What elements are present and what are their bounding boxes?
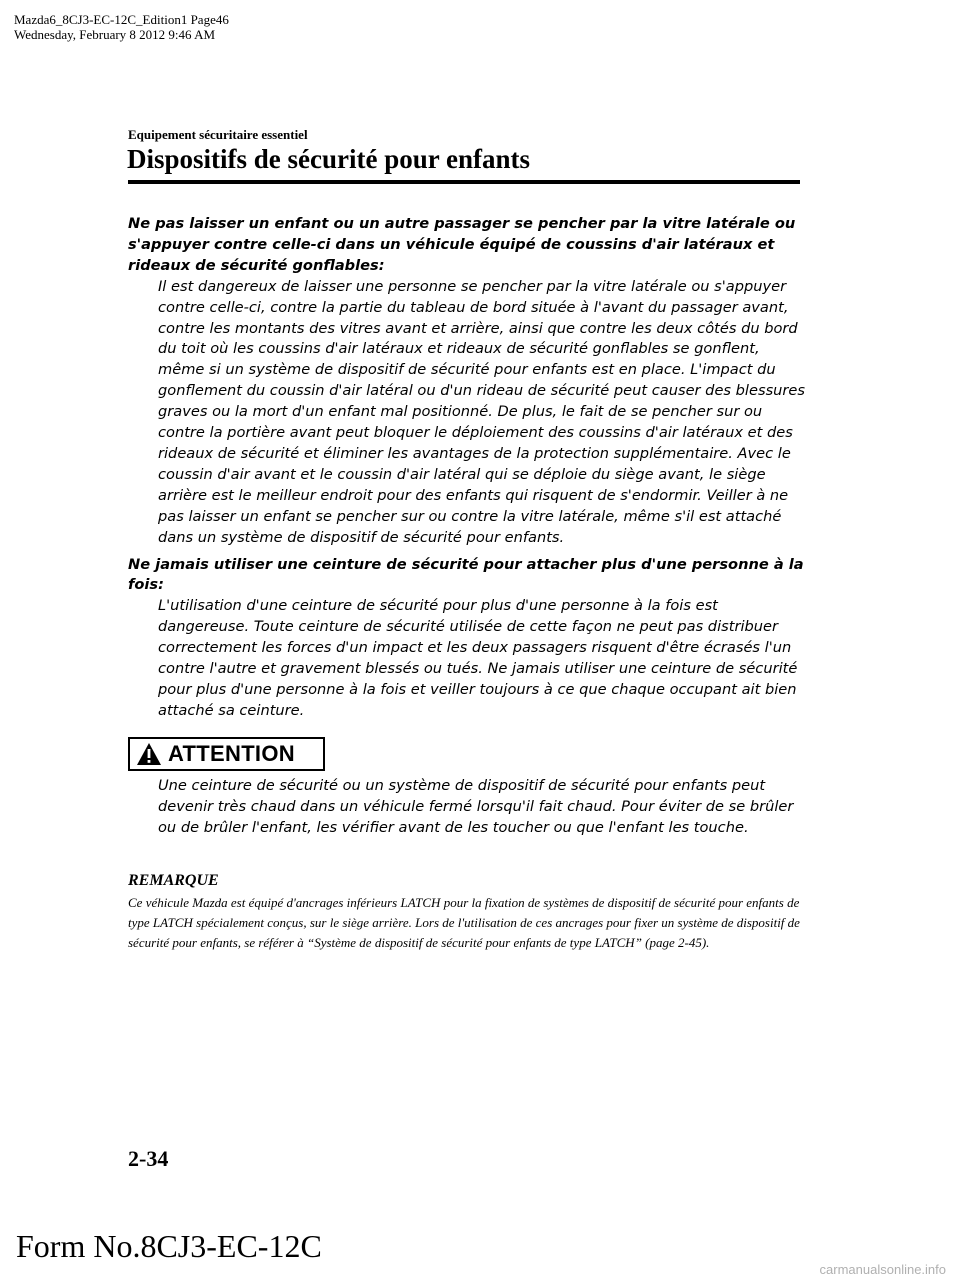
note-text: Ce véhicule Mazda est équipé d'ancrages inférieurs LATCH pour la fixation de systèmes de dispositif de sécurité pour enfants de type LATCH spécialement conçus, sur le siège arrière. Lors de l'utilisation de ces ancrages pour fixer un système de dispositif de sécurité pour enfants, se référer à “Système de dispositif de sécurité pour enfants de type LATCH” (page 2-45).	[128, 895, 800, 950]
attention-text: Une ceinture de sécurité ou un système de dispositif de sécurité pour enfants peut devenir très chaud dans un véhicule fermé lorsqu'il fait chaud. Pour éviter de se brûler ou de brûler l'enfant, les vérifier avant de les toucher ou que l'enfant les touche.	[158, 777, 794, 836]
warning-item	[128, 214, 808, 549]
page-number: 2-34	[128, 1146, 169, 1171]
warning-triangle-icon	[136, 742, 162, 766]
warning-text: L'utilisation d'une ceinture de sécurité pour plus d'une personne à la fois est dangereuse. Toute ceinture de sécurité utilisée de cette façon ne peut pas distribuer correctement les forces d'un impact et les deux passagers risquent d'être écrasés l'un contre l'autre et gravement blessés ou tués. Ne jamais utiliser une ceinture de sécurité pour plus d'une personne à la fois et veiller toujours à ce que chaque occupant ait bien attaché sa ceinture.	[158, 597, 798, 719]
warning-text: Il est dangereux de laisser une personne se pencher par la vitre latérale ou s'appuyer contre celle-ci, contre la partie du tableau de bord située à l'avant du passager avant, contre les montants des vitres avant et arrière, ainsi que contre les deux côtés du bord du toit où les coussins d'air latéraux et rideaux de sécurité gonflables se gonflent, même si un système de dispositif de sécurité pour enfants est en place. L'impact du gonflement du coussin d'air latéral ou d'un rideau de sécurité peut causer des blessures graves ou la mort d'un enfant mal positionné. De plus, le fait de se pencher sur ou contre la portière avant peut bloquer le déploiement des coussins d'air latéraux et des rideaux de sécurité et éliminer les avantages de la protection supplémentaire. Avec le coussin d'air avant et le coussin d'air latéral qui se déploie du siège avant, le siège arrière est le meilleur endroit pour des enfants qui risquent de s'endormir. Veiller à ne pas laisser un enfant se pencher sur ou contre la vitre latérale, même s'il est attaché dans un système de dispositif de sécurité pour enfants.	[158, 277, 805, 546]
section-label: Equipement sécuritaire essentiel	[128, 127, 308, 142]
attention-label: ATTENTION	[168, 741, 295, 766]
attention-box	[128, 737, 325, 771]
print-header-date: Wednesday, February 8 2012 9:46 AM	[14, 27, 216, 42]
form-number: Form No.8CJ3-EC-12C	[16, 1228, 322, 1264]
warning-heading: Ne pas laisser un enfant ou un autre passager se pencher par la vitre latérale ou s'appuyer contre celle-ci dans un véhicule équipé de coussins d'air latéraux et rideaux de sécurité gonflables:	[128, 215, 796, 274]
warning-item	[128, 555, 808, 722]
watermark: carmanualsonline.info	[819, 1262, 946, 1277]
warning-section	[128, 214, 808, 728]
title-rule	[128, 180, 800, 184]
note-heading: REMARQUE	[128, 872, 219, 889]
warning-heading: Ne jamais utiliser une ceinture de sécurité pour attacher plus d'une personne à la fois:	[128, 555, 804, 594]
print-header	[14, 12, 229, 42]
print-header-file: Mazda6_8CJ3-EC-12C_Edition1 Page46	[14, 12, 229, 27]
page-title: Dispositifs de sécurité pour enfants	[127, 144, 531, 174]
